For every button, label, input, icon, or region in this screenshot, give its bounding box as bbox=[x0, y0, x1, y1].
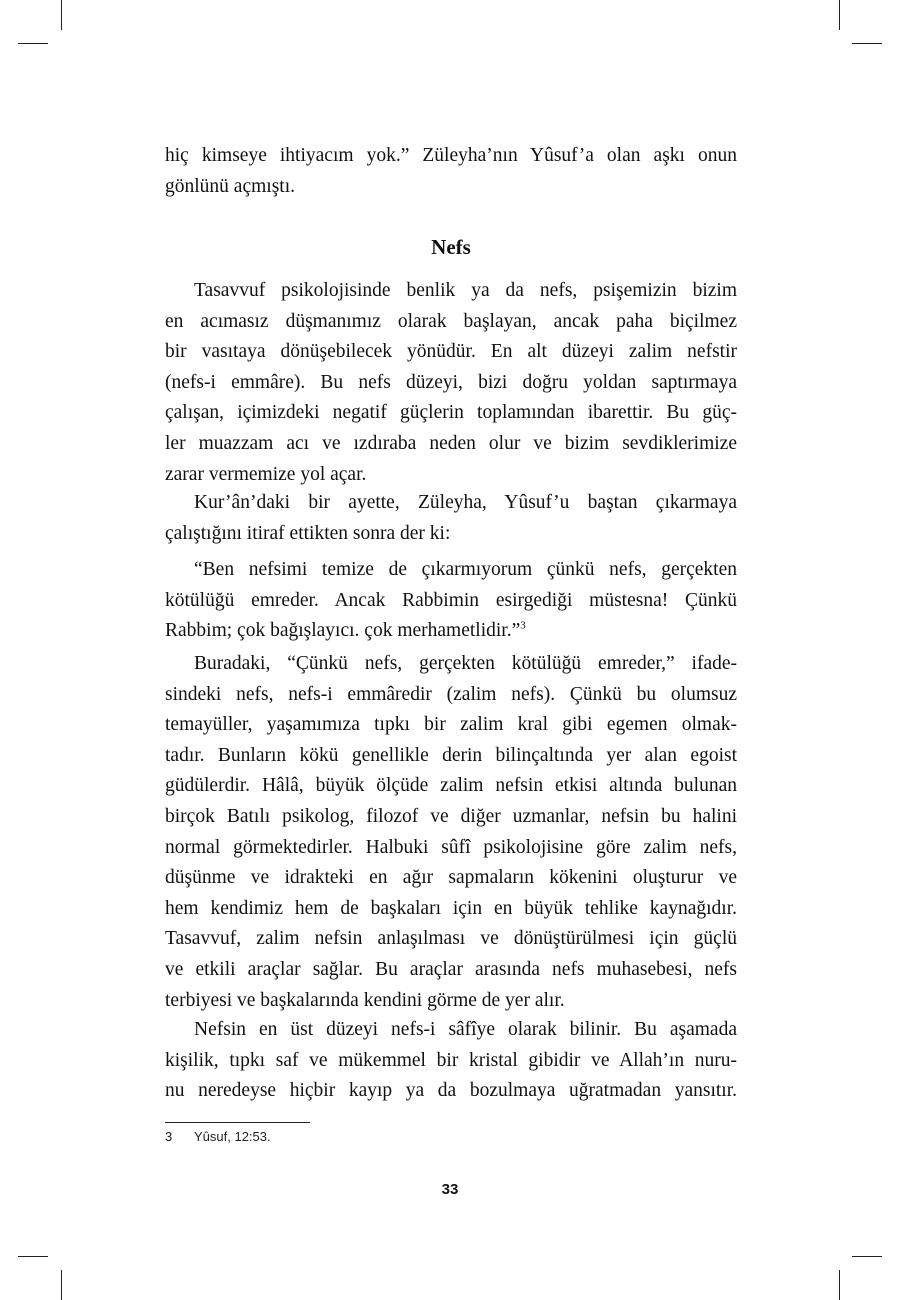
footnote-number: 3 bbox=[165, 1129, 173, 1144]
crop-mark bbox=[18, 43, 48, 44]
text-fragment: Rabbim; çok bağışlayıcı. çok merhametlidir.” bbox=[165, 620, 521, 642]
text-line: sindeki nefs, nefs-i emmâredir (zalim nefs). Çünkü bu olumsuz bbox=[165, 683, 737, 705]
text-line: gönlünü açmıştı. bbox=[165, 175, 295, 197]
text-line: Buradaki, “Çünkü nefs, gerçekten kötülüğü emreder,” ifade- bbox=[194, 653, 737, 674]
text-line: temayüller, yaşamımıza tıpkı bir zalim kral gibi egemen olmak- bbox=[165, 714, 737, 736]
crop-mark bbox=[61, 1270, 62, 1300]
footnote bbox=[165, 1128, 271, 1146]
text-line: terbiyesi ve başkalarında kendini görme de yer alır. bbox=[165, 989, 565, 1011]
paragraph bbox=[165, 649, 737, 1016]
section-heading: Nefs bbox=[431, 235, 471, 259]
text-line: hiç kimseye ihtiyacım yok.” Züleyha’nın Yûsuf’a olan aşkı onun bbox=[165, 145, 737, 166]
footnote-rule bbox=[165, 1122, 310, 1123]
crop-mark bbox=[852, 1256, 882, 1257]
paragraph bbox=[165, 276, 737, 490]
text-line: (nefs-i emmâre). Bu nefs düzeyi, bizi doğru yoldan saptırmaya bbox=[165, 371, 737, 393]
text-line: tadır. Bunların kökü genellikle derin bilinçaltında yer alan egoist bbox=[165, 744, 737, 766]
text-line: nu neredeyse hiçbir kayıp ya da bozulmaya uğratmadan yansıtır. bbox=[165, 1080, 737, 1102]
text-line: hem kendimiz hem de başkaları için en büyük tehlike kaynağıdır. bbox=[165, 897, 737, 919]
text-line: Tasavvuf psikolojisinde benlik ya da nefs, psişemizin bizim bbox=[194, 280, 737, 301]
text-line: Tasavvuf, zalim nefsin anlaşılması ve dönüştürülmesi için güçlü bbox=[165, 928, 737, 950]
text-line: ler muazzam acı ve ızdıraba neden olur ve bizim sevdiklerimize bbox=[165, 432, 737, 454]
text-line: güdülerdir. Hâlâ, büyük ölçüde zalim nefsin etkisi altında bulunan bbox=[165, 775, 737, 797]
text-line: “Ben nefsimi temize de çıkarmıyorum çünkü nefs, gerçekten bbox=[194, 559, 737, 580]
text-line: Nefsin en üst düzeyi nefs-i sâfîye olarak bilinir. Bu aşamada bbox=[194, 1019, 737, 1040]
crop-mark bbox=[852, 43, 882, 44]
crop-mark bbox=[61, 0, 62, 30]
crop-mark bbox=[18, 1256, 48, 1257]
text-line: Kur’ân’daki bir ayette, Züleyha, Yûsuf’u baştan çıkarmaya bbox=[194, 492, 737, 513]
page-number: 33 bbox=[441, 1181, 459, 1198]
paragraph bbox=[165, 1015, 737, 1107]
text-line: bir vasıtaya dönüşebilecek yönüdür. En alt düzeyi zalim nefstir bbox=[165, 341, 737, 363]
text-line bbox=[165, 616, 737, 647]
text-line: normal görmektedirler. Halbuki sûfî psikolojisine göre zalim nefs, bbox=[165, 836, 737, 858]
text-line: çalışan, içimizdeki negatif güçlerin toplamından ibarettir. Bu güç- bbox=[165, 402, 737, 424]
text-line: düşünme ve idrakteki en ağır sapmaların kökenini oluşturur ve bbox=[165, 867, 737, 889]
text-line: çalıştığını itiraf ettikten sonra der ki: bbox=[165, 522, 451, 544]
footnote-reference[interactable]: 3 bbox=[520, 619, 526, 632]
text-line: birçok Batılı psikolog, filozof ve diğer uzmanlar, nefsin bu halini bbox=[165, 805, 737, 827]
footnote-text: Yûsuf, 12:53. bbox=[194, 1129, 271, 1144]
text-line: en acımasız düşmanımız olarak başlayan, ancak paha biçilmez bbox=[165, 310, 737, 332]
intro-paragraph bbox=[165, 141, 737, 202]
crop-mark bbox=[839, 1270, 840, 1300]
text-line: kişilik, tıpkı saf ve mükemmel bir kristal gibidir ve Allah’ın nuru- bbox=[165, 1049, 737, 1071]
text-line: ve etkili araçlar sağlar. Bu araçlar arasında nefs muhasebesi, nefs bbox=[165, 958, 737, 980]
text-line: zarar vermemize yol açar. bbox=[165, 463, 367, 485]
quote-paragraph bbox=[165, 555, 737, 647]
paragraph bbox=[165, 488, 737, 549]
crop-mark bbox=[839, 0, 840, 30]
text-line: kötülüğü emreder. Ancak Rabbimin esirgediği müstesna! Çünkü bbox=[165, 589, 737, 611]
